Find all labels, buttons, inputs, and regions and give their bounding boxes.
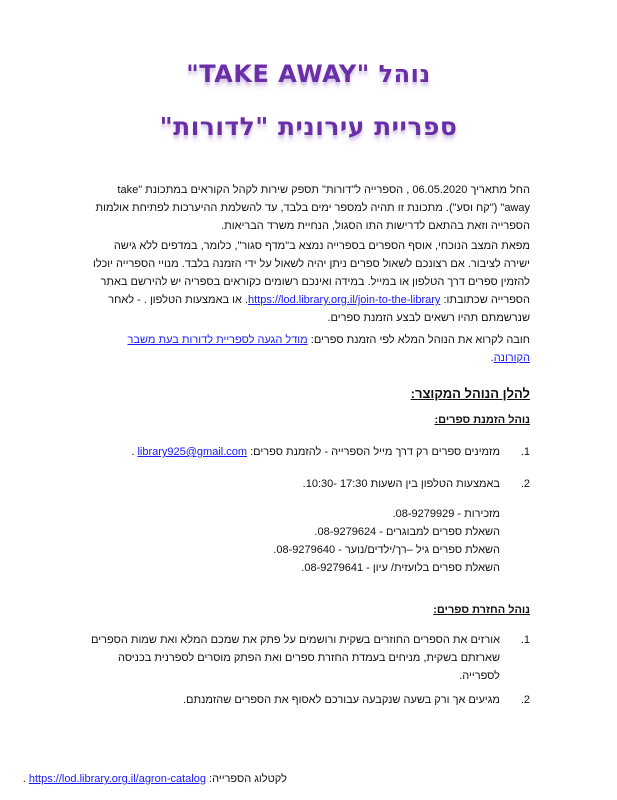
phone-foreign-nonfiction: השאלת ספרים בלועזית/ עיון - 08-9279641. bbox=[301, 562, 500, 574]
document-title-line2: ספריית עירונית "לדורות" bbox=[159, 112, 458, 141]
paragraph-3-text: חובה לקרוא את הנוהל המלא לפי הזמנת ספרים: bbox=[307, 334, 530, 346]
ordering-item-1 bbox=[90, 443, 530, 461]
join-library-link[interactable]: https://lod.library.org.il/join-to-the-library bbox=[248, 294, 441, 306]
paragraph-3-text-end: . bbox=[490, 352, 494, 364]
phone-adults: השאלת ספרים למבוגרים - 08-9279624. bbox=[314, 526, 500, 538]
list-item-text bbox=[90, 443, 500, 461]
list-number: 1. bbox=[520, 446, 530, 458]
returning-item-2 bbox=[90, 691, 530, 709]
intro-paragraph-2 bbox=[90, 237, 530, 327]
catalog-link[interactable]: https://lod.library.org.il/agron-catalog bbox=[28, 773, 206, 785]
summary-heading: להלן הנוהל המקוצר: bbox=[410, 386, 530, 401]
list-number: 2. bbox=[520, 478, 530, 490]
catalog-label: לקטלוג הספרייה: bbox=[205, 773, 287, 785]
paragraph-2-text-end: . או באמצעות הטלפון . - לאחר שנרשמתם תהיו רשאים לבצע הזמנת ספרים. bbox=[108, 294, 530, 324]
ordering-item-1-end: . bbox=[131, 446, 138, 458]
phone-children: השאלת ספרים גיל –רך/ילדים/נוער - 08-9279640. bbox=[273, 544, 500, 556]
catalog-footer bbox=[23, 771, 287, 787]
intro-paragraph-1: החל מתאריך 06.05.2020 , הספרייה ל"דורות" תספק שירות לקהל הקוראים במתכונת "take away" ("קח וסע"). מתכונת זו תהיה למספר ימים בלבד, עד להשלמת ההיערכות לפתיחת אולמות הספרייה וזאת בהתאם לדרישות התו הסגול, הנחיית משרד הבריאות. bbox=[95, 184, 530, 232]
returning-item-1-text: אורזים את הספרים החוזרים בשקית ורושמים על פתק את שמכם המלא ואת שמות הספרים שארזתם בשקית, מניחים בעמדת החזרת ספרים ואת הפתק מוסרים לספרנית בכניסה לספרייה. bbox=[91, 634, 500, 682]
list-number: 2. bbox=[520, 694, 530, 706]
document-title-line1: נוהל "TAKE AWAY" bbox=[186, 60, 431, 88]
phone-list bbox=[273, 505, 500, 577]
catalog-end: . bbox=[22, 773, 29, 785]
returning-item-2-text: מגיעים אך ורק בשעה שנקבעה עבורכם לאסוף את הספרים שהזמנתם. bbox=[183, 694, 500, 706]
ordering-item-1-text: מזמינים ספרים רק דרך מייל הספרייה - להזמנת ספרים: bbox=[247, 446, 500, 458]
list-number: 1. bbox=[520, 634, 530, 646]
ordering-item-2-text: באמצעות הטלפון בין השעות 17:30 -10:30. bbox=[302, 478, 500, 490]
paragraph-2-text: מפאת המצב הנוכחי, אוסף הספרים בספרייה נמצא ב"מדף סגור", כלומר, במדפים ללא גישה ישירה לציבור. אם רצונכם לשאול ספרים ניתן יהיה לשאול על ידי הזמנה בלבד. מנויי הספרייה יוכלו להזמין ספרים דרך הטלפון או במייל. במידה ואינכם רשומים כקוראים בספריה יש להירשם באתר הספרייה שכתובתו: bbox=[93, 240, 530, 306]
ordering-heading: נוהל הזמנת ספרים: bbox=[434, 414, 530, 426]
library-email-link[interactable]: library925@gmail.com bbox=[137, 446, 248, 458]
returning-item-1 bbox=[90, 631, 530, 685]
ordering-item-2 bbox=[90, 475, 530, 493]
phone-secretary: מזכירות - 08-9279929. bbox=[392, 508, 500, 520]
returning-heading: נוהל החזרת ספרים: bbox=[433, 604, 530, 616]
intro-paragraph-3 bbox=[90, 331, 530, 367]
full-procedure-link[interactable]: מודל הגעה לספריית לדורות בעת משבר הקורונה bbox=[127, 334, 530, 364]
